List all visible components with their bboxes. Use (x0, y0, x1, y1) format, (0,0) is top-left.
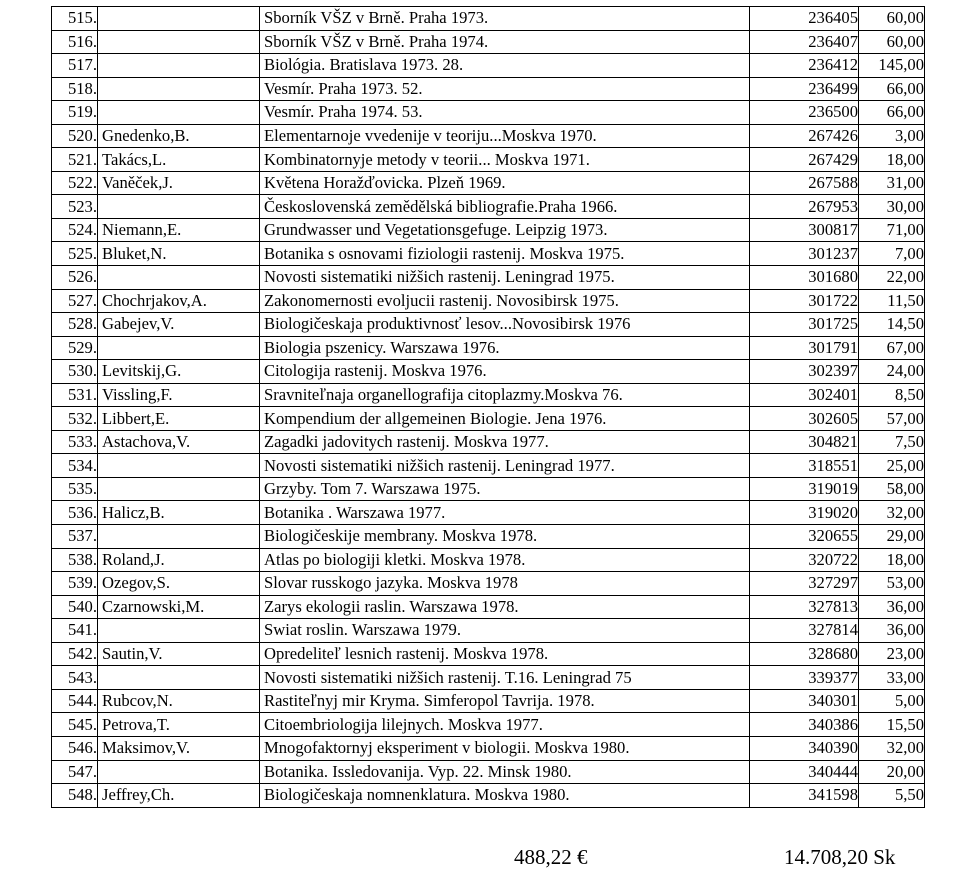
author-cell (98, 619, 260, 643)
row-number: 546. (52, 736, 98, 760)
row-number: 517. (52, 54, 98, 78)
title-cell: Opredeliteľ lesnich rastenij. Moskva 1978. (260, 642, 750, 666)
row-number: 524. (52, 218, 98, 242)
row-number: 526. (52, 266, 98, 290)
table-row (52, 666, 925, 690)
table-row (52, 619, 925, 643)
row-number: 523. (52, 195, 98, 219)
inventory-number: 236405 (750, 7, 859, 31)
title-cell: Biologia pszenicy. Warszawa 1976. (260, 336, 750, 360)
author-cell: Vissling,F. (98, 383, 260, 407)
price-cell: 22,00 (859, 266, 925, 290)
author-cell (98, 266, 260, 290)
author-cell: Ozegov,S. (98, 572, 260, 596)
author-cell: Vaněček,J. (98, 171, 260, 195)
title-cell: Citologija rastenij. Moskva 1976. (260, 360, 750, 384)
table-row (52, 101, 925, 125)
title-cell: Biologičeskaja produktivnosť lesov...Novosibirsk 1976 (260, 313, 750, 337)
title-cell: Sborník VŠZ v Brně. Praha 1973. (260, 7, 750, 31)
row-number: 518. (52, 77, 98, 101)
price-cell: 3,00 (859, 124, 925, 148)
inventory-number: 267429 (750, 148, 859, 172)
title-cell: Biológia. Bratislava 1973. 28. (260, 54, 750, 78)
inventory-number: 236407 (750, 30, 859, 54)
price-cell: 30,00 (859, 195, 925, 219)
author-cell (98, 101, 260, 125)
price-cell: 36,00 (859, 595, 925, 619)
inventory-number: 318551 (750, 454, 859, 478)
catalog-body (52, 7, 925, 808)
inventory-number: 302605 (750, 407, 859, 431)
title-cell: Novosti sistematiki nižšich rastenij. Leningrad 1975. (260, 266, 750, 290)
inventory-number: 319019 (750, 477, 859, 501)
table-row (52, 784, 925, 808)
author-cell: Petrova,T. (98, 713, 260, 737)
table-row (52, 54, 925, 78)
title-cell: Novosti sistematiki nižšich rastenij. Leningrad 1977. (260, 454, 750, 478)
author-cell (98, 760, 260, 784)
row-number: 529. (52, 336, 98, 360)
table-row (52, 713, 925, 737)
author-cell (98, 525, 260, 549)
title-cell: Atlas po biologiji kletki. Moskva 1978. (260, 548, 750, 572)
price-cell: 67,00 (859, 336, 925, 360)
inventory-number: 339377 (750, 666, 859, 690)
title-cell: Rastiteľnyj mir Kryma. Simferopol Tavrija. 1978. (260, 689, 750, 713)
author-cell: Niemann,E. (98, 218, 260, 242)
title-cell: Mnogofaktornyj eksperiment v biologii. Moskva 1980. (260, 736, 750, 760)
table-row (52, 736, 925, 760)
author-cell: Levitskij,G. (98, 360, 260, 384)
inventory-number: 320722 (750, 548, 859, 572)
price-cell: 18,00 (859, 548, 925, 572)
inventory-number: 236412 (750, 54, 859, 78)
price-cell: 33,00 (859, 666, 925, 690)
title-cell: Novosti sistematiki nižšich rastenij. T.16. Leningrad 75 (260, 666, 750, 690)
row-number: 542. (52, 642, 98, 666)
row-number: 536. (52, 501, 98, 525)
table-row (52, 407, 925, 431)
title-cell: Květena Horažďovicka. Plzeň 1969. (260, 171, 750, 195)
author-cell: Astachova,V. (98, 430, 260, 454)
author-cell (98, 666, 260, 690)
price-cell: 14,50 (859, 313, 925, 337)
inventory-number: 340444 (750, 760, 859, 784)
title-cell: Swiat roslin. Warszawa 1979. (260, 619, 750, 643)
table-row (52, 195, 925, 219)
title-cell: Botanika . Warszawa 1977. (260, 501, 750, 525)
table-row (52, 218, 925, 242)
inventory-number: 302397 (750, 360, 859, 384)
row-number: 515. (52, 7, 98, 31)
table-row (52, 454, 925, 478)
author-cell (98, 77, 260, 101)
author-cell: Rubcov,N. (98, 689, 260, 713)
price-cell: 11,50 (859, 289, 925, 313)
inventory-number: 302401 (750, 383, 859, 407)
price-cell: 66,00 (859, 101, 925, 125)
price-cell: 60,00 (859, 7, 925, 31)
table-row (52, 642, 925, 666)
table-row (52, 266, 925, 290)
title-cell: Vesmír. Praha 1974. 53. (260, 101, 750, 125)
title-cell: Citoembriologija lilejnych. Moskva 1977. (260, 713, 750, 737)
price-cell: 32,00 (859, 501, 925, 525)
price-cell: 29,00 (859, 525, 925, 549)
title-cell: Slovar russkogo jazyka. Moskva 1978 (260, 572, 750, 596)
row-number: 537. (52, 525, 98, 549)
row-number: 525. (52, 242, 98, 266)
price-cell: 58,00 (859, 477, 925, 501)
inventory-number: 327814 (750, 619, 859, 643)
price-cell: 25,00 (859, 454, 925, 478)
inventory-number: 304821 (750, 430, 859, 454)
author-cell: Jeffrey,Ch. (98, 784, 260, 808)
row-number: 548. (52, 784, 98, 808)
inventory-number: 327813 (750, 595, 859, 619)
title-cell: Československá zemědělská bibliografie.Praha 1966. (260, 195, 750, 219)
row-number: 531. (52, 383, 98, 407)
row-number: 540. (52, 595, 98, 619)
inventory-number: 341598 (750, 784, 859, 808)
row-number: 521. (52, 148, 98, 172)
title-cell: Grundwasser und Vegetationsgefuge. Leipzig 1973. (260, 218, 750, 242)
author-cell: Bluket,N. (98, 242, 260, 266)
author-cell: Gabejev,V. (98, 313, 260, 337)
row-number: 545. (52, 713, 98, 737)
author-cell: Chochrjakov,A. (98, 289, 260, 313)
table-row (52, 313, 925, 337)
price-cell: 57,00 (859, 407, 925, 431)
price-cell: 24,00 (859, 360, 925, 384)
price-cell: 15,50 (859, 713, 925, 737)
author-cell: Gnedenko,B. (98, 124, 260, 148)
title-cell: Biologičeskaja nomnenklatura. Moskva 1980. (260, 784, 750, 808)
row-number: 547. (52, 760, 98, 784)
author-cell (98, 477, 260, 501)
table-row (52, 525, 925, 549)
title-cell: Botanika s osnovami fiziologii rastenij. Moskva 1975. (260, 242, 750, 266)
inventory-number: 236499 (750, 77, 859, 101)
title-cell: Biologičeskije membrany. Moskva 1978. (260, 525, 750, 549)
price-cell: 145,00 (859, 54, 925, 78)
row-number: 538. (52, 548, 98, 572)
inventory-number: 236500 (750, 101, 859, 125)
inventory-number: 300817 (750, 218, 859, 242)
row-number: 543. (52, 666, 98, 690)
author-cell: Sautin,V. (98, 642, 260, 666)
price-cell: 7,50 (859, 430, 925, 454)
title-cell: Kombinatornyje metody v teorii... Moskva 1971. (260, 148, 750, 172)
author-cell (98, 7, 260, 31)
title-cell: Botanika. Issledovanija. Vyp. 22. Minsk 1980. (260, 760, 750, 784)
price-cell: 31,00 (859, 171, 925, 195)
title-cell: Kompendium der allgemeinen Biologie. Jena 1976. (260, 407, 750, 431)
author-cell: Czarnowski,M. (98, 595, 260, 619)
table-row (52, 548, 925, 572)
table-row (52, 572, 925, 596)
price-cell: 53,00 (859, 572, 925, 596)
author-cell (98, 454, 260, 478)
title-cell: Sravniteľnaja organellografija citoplazmy.Moskva 76. (260, 383, 750, 407)
inventory-number: 340386 (750, 713, 859, 737)
author-cell (98, 336, 260, 360)
table-row (52, 124, 925, 148)
row-number: 535. (52, 477, 98, 501)
table-row (52, 760, 925, 784)
inventory-number: 301722 (750, 289, 859, 313)
inventory-number: 267953 (750, 195, 859, 219)
author-cell: Libbert,E. (98, 407, 260, 431)
table-row (52, 477, 925, 501)
author-cell: Roland,J. (98, 548, 260, 572)
title-cell: Grzyby. Tom 7. Warszawa 1975. (260, 477, 750, 501)
table-row (52, 689, 925, 713)
title-cell: Zarys ekologii raslin. Warszawa 1978. (260, 595, 750, 619)
inventory-number: 328680 (750, 642, 859, 666)
row-number: 534. (52, 454, 98, 478)
row-number: 528. (52, 313, 98, 337)
title-cell: Sborník VŠZ v Brně. Praha 1974. (260, 30, 750, 54)
inventory-number: 301680 (750, 266, 859, 290)
inventory-number: 340301 (750, 689, 859, 713)
price-cell: 32,00 (859, 736, 925, 760)
inventory-number: 301725 (750, 313, 859, 337)
author-cell: Takács,L. (98, 148, 260, 172)
row-number: 516. (52, 30, 98, 54)
price-cell: 60,00 (859, 30, 925, 54)
row-number: 532. (52, 407, 98, 431)
author-cell (98, 30, 260, 54)
inventory-number: 267426 (750, 124, 859, 148)
row-number: 539. (52, 572, 98, 596)
table-row (52, 595, 925, 619)
author-cell (98, 195, 260, 219)
row-number: 541. (52, 619, 98, 643)
total-sk: 14.708,20 Sk (784, 845, 896, 869)
table-row (52, 360, 925, 384)
price-cell: 5,50 (859, 784, 925, 808)
inventory-number: 340390 (750, 736, 859, 760)
title-cell: Zakonomernosti evoljucii rastenij. Novosibirsk 1975. (260, 289, 750, 313)
author-cell: Halicz,B. (98, 501, 260, 525)
table-row (52, 501, 925, 525)
inventory-number: 301791 (750, 336, 859, 360)
price-cell: 7,00 (859, 242, 925, 266)
title-cell: Zagadki jadovitych rastenij. Moskva 1977. (260, 430, 750, 454)
row-number: 527. (52, 289, 98, 313)
price-cell: 23,00 (859, 642, 925, 666)
price-cell: 8,50 (859, 383, 925, 407)
table-row (52, 171, 925, 195)
price-cell: 18,00 (859, 148, 925, 172)
title-cell: Elementarnoje vvedenije v teoriju...Moskva 1970. (260, 124, 750, 148)
author-cell: Maksimov,V. (98, 736, 260, 760)
row-number: 530. (52, 360, 98, 384)
inventory-number: 301237 (750, 242, 859, 266)
catalog-table (51, 6, 925, 808)
table-row (52, 30, 925, 54)
total-eur: 488,22 € (514, 845, 588, 869)
price-cell: 20,00 (859, 760, 925, 784)
table-row (52, 7, 925, 31)
price-cell: 66,00 (859, 77, 925, 101)
table-row (52, 336, 925, 360)
price-cell: 5,00 (859, 689, 925, 713)
row-number: 520. (52, 124, 98, 148)
row-number: 519. (52, 101, 98, 125)
row-number: 522. (52, 171, 98, 195)
table-row (52, 242, 925, 266)
table-row (52, 430, 925, 454)
title-cell: Vesmír. Praha 1973. 52. (260, 77, 750, 101)
table-row (52, 77, 925, 101)
inventory-number: 319020 (750, 501, 859, 525)
price-cell: 36,00 (859, 619, 925, 643)
row-number: 544. (52, 689, 98, 713)
author-cell (98, 54, 260, 78)
table-row (52, 383, 925, 407)
inventory-number: 320655 (750, 525, 859, 549)
table-row (52, 148, 925, 172)
table-row (52, 289, 925, 313)
inventory-number: 267588 (750, 171, 859, 195)
price-cell: 71,00 (859, 218, 925, 242)
row-number: 533. (52, 430, 98, 454)
inventory-number: 327297 (750, 572, 859, 596)
